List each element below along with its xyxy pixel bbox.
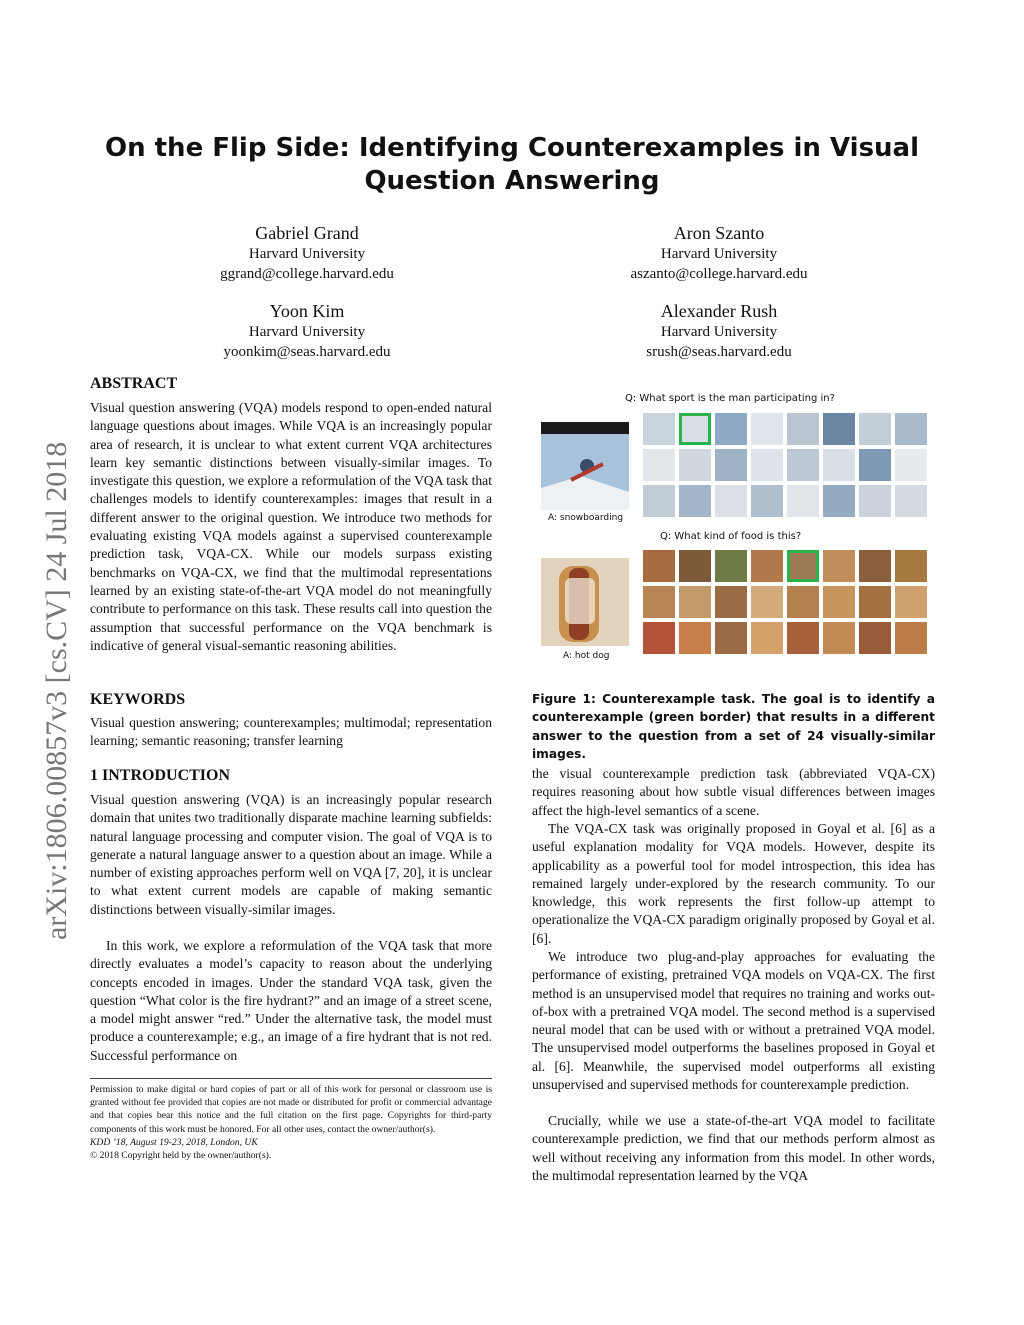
figure-answer: A: hot dog — [563, 651, 610, 661]
candidate-image[interactable] — [715, 586, 747, 618]
candidate-image[interactable] — [895, 586, 927, 618]
candidate-image[interactable] — [751, 550, 783, 582]
candidate-image[interactable] — [643, 449, 675, 481]
candidate-image[interactable] — [751, 449, 783, 481]
author-affiliation: Harvard University — [248, 324, 366, 340]
author-block — [569, 300, 869, 362]
keywords-text: Visual question answering; counterexamples; multimodal; representation learning; semantic reasoning; transfer learning — [90, 715, 492, 749]
counterexample-image[interactable] — [679, 413, 711, 445]
copyright-footnote — [90, 1078, 492, 1162]
copyright-line: © 2018 Copyright held by the owner/author(s). — [90, 1150, 272, 1162]
author-name: Alexander Rush — [660, 301, 778, 321]
candidate-image[interactable] — [823, 622, 855, 654]
candidate-image[interactable] — [859, 622, 891, 654]
candidate-image[interactable] — [643, 622, 675, 654]
candidate-image[interactable] — [751, 622, 783, 654]
figure-1 — [532, 386, 935, 672]
abstract-text: Visual question answering (VQA) models respond to open-ended natural language questions about images. While VQA is an increasingly popular area of research, it is unclear to what extent current VQA architectures learn key semantic distinctions between visually-similar images. To investigate this question, we explore a reformulation of the VQA task that challenges models to identify counterexamples: images that result in a different answer to the original question. We introduce two methods for evaluating existing VQA models against a supervised counterexample prediction task, VQA-CX. While our models surpass existing benchmarks on VQA-CX, we find that the multimodal representations learned by an existing state-of-the-art VQA model do not meaningfully contribute to performance on this task. These results call into question the assumption that successful performance on the VQA benchmark is indicative of general visual-semantic reasoning abilities. — [90, 400, 492, 653]
candidate-image[interactable] — [715, 413, 747, 445]
intro-paragraph: Crucially, while we use a state-of-the-art VQA model to facilitate counterexample prediction, we find that our methods perform almost as well without receiving any information from this model. In other words, the multimodal representation learned by the VQA — [532, 1113, 935, 1183]
paper-title: On the Flip Side: Identifying Counterexamples in Visual Question Answering — [104, 133, 920, 196]
candidate-image[interactable] — [751, 485, 783, 517]
candidate-image[interactable] — [679, 449, 711, 481]
counterexample-image[interactable] — [787, 550, 819, 582]
author-name: Aron Szanto — [673, 223, 765, 243]
permission-notice: Permission to make digital or hard copies of part or all of this work for personal or classroom use is granted without fee provided that copies are not made or distributed for profit or commercial advantage and that copies bear this notice and the full citation on the first page. Copyrights for third-party components of this work must be honored. For all other uses, contact the owner/author(s). — [90, 1084, 492, 1135]
candidate-image[interactable] — [823, 413, 855, 445]
candidate-image[interactable] — [859, 413, 891, 445]
author-affiliation: Harvard University — [660, 246, 778, 262]
figure-caption: Figure 1: Counterexample task. The goal is to identify a counterexample (green border) that results in a different answer to the question from a set of 24 visually-similar images. — [532, 692, 935, 761]
author-name: Gabriel Grand — [255, 223, 359, 243]
candidate-image[interactable] — [823, 449, 855, 481]
candidate-image[interactable] — [895, 550, 927, 582]
candidate-image[interactable] — [823, 586, 855, 618]
candidate-image[interactable] — [859, 550, 891, 582]
figure-question: Q: What kind of food is this? — [660, 531, 802, 542]
author-affiliation: Harvard University — [248, 246, 366, 262]
candidate-image[interactable] — [787, 485, 819, 517]
author-affiliation: Harvard University — [660, 324, 778, 340]
query-image-snowboarding — [541, 422, 629, 510]
candidate-image[interactable] — [643, 485, 675, 517]
candidate-image[interactable] — [679, 485, 711, 517]
intro-paragraph: In this work, we explore a reformulation of the VQA task that more directly evaluates a model’s capacity to reason about the underlying concepts encoded in images. Under the standard VQA task, given the question “What color is the fire hydrant?” and an image of a street scene, a model might answer “red.” Under the alternative task, the model must produce a counterexample; e.g., an image of a fire hydrant that is not red. Successful performance on — [90, 938, 492, 1063]
figure-question: Q: What sport is the man participating in? — [625, 393, 835, 404]
abstract-heading: ABSTRACT — [90, 375, 178, 392]
author-block — [157, 222, 457, 284]
candidate-image[interactable] — [859, 449, 891, 481]
candidate-image[interactable] — [679, 622, 711, 654]
candidate-image[interactable] — [715, 485, 747, 517]
candidate-image[interactable] — [679, 550, 711, 582]
author-email[interactable]: aszanto@college.harvard.edu — [630, 266, 808, 282]
candidate-image[interactable] — [895, 413, 927, 445]
candidate-image[interactable] — [715, 550, 747, 582]
arxiv-identifier[interactable]: arXiv:1806.00857v3 [cs.CV] 24 Jul 2018 — [40, 441, 73, 940]
candidate-image[interactable] — [787, 413, 819, 445]
author-block — [569, 222, 869, 284]
intro-paragraph: We introduce two plug-and-play approaches for evaluating the performance of existing, pretrained VQA models on VQA-CX. The first method is an unsupervised model that requires no training and works out-of-box with a pretrained VQA model. The second method is a supervised neural model that can be used with or without a pretrained VQA model. The unsupervised model outperforms the baselines proposed in Goyal et al. [6]. Meanwhile, the supervised model outperforms all existing unsupervised and supervised methods for counterexample prediction. — [532, 949, 935, 1093]
candidate-image[interactable] — [787, 449, 819, 481]
candidate-image[interactable] — [895, 449, 927, 481]
candidate-image[interactable] — [895, 622, 927, 654]
candidate-image[interactable] — [643, 413, 675, 445]
candidate-image[interactable] — [751, 413, 783, 445]
author-email[interactable]: yoonkim@seas.harvard.edu — [223, 344, 391, 360]
candidate-image[interactable] — [787, 622, 819, 654]
intro-paragraph: The VQA-CX task was originally proposed in Goyal et al. [6] as a useful explanation modality for VQA models. However, despite its applicability as a powerful tool for model introspection, this idea has remained largely under-explored by the research community. To our knowledge, this work represents the first follow-up attempt to operationalize the VQA-CX paradigm originally proposed by Goyal et al. [6]. — [532, 821, 935, 946]
author-email[interactable]: srush@seas.harvard.edu — [646, 344, 792, 360]
figure-answer: A: snowboarding — [548, 513, 624, 523]
candidate-image[interactable] — [859, 586, 891, 618]
author-block — [157, 300, 457, 362]
candidate-image[interactable] — [715, 622, 747, 654]
introduction-heading: 1 INTRODUCTION — [90, 767, 231, 784]
author-email[interactable]: ggrand@college.harvard.edu — [220, 266, 394, 282]
candidate-image[interactable] — [643, 586, 675, 618]
conference-info: KDD ’18, August 19-23, 2018, London, UK — [90, 1136, 258, 1148]
intro-paragraph: the visual counterexample prediction task (abbreviated VQA-CX) requires reasoning about how subtle visual differences between images affect the high-level semantics of a scene. — [532, 766, 935, 818]
candidate-image-grid-snow — [643, 413, 927, 517]
query-image-hot-dog — [541, 558, 629, 646]
candidate-image[interactable] — [823, 550, 855, 582]
candidate-image-grid-food — [643, 550, 927, 654]
candidate-image[interactable] — [643, 550, 675, 582]
candidate-image[interactable] — [823, 485, 855, 517]
intro-paragraph: Visual question answering (VQA) is an increasingly popular research domain that unites two traditionally disparate machine learning subfields: natural language processing and computer vision. The goal of VQA is to generate a natural language answer to a question about an image. While a number of existing approaches perform well on VQA [7, 20], it is unclear to what extent current models are capable of making semantic distinctions between visually-similar images. — [90, 792, 492, 917]
candidate-image[interactable] — [715, 449, 747, 481]
candidate-image[interactable] — [859, 485, 891, 517]
author-name: Yoon Kim — [269, 301, 345, 321]
candidate-image[interactable] — [679, 586, 711, 618]
keywords-heading: KEYWORDS — [90, 691, 186, 708]
candidate-image[interactable] — [787, 586, 819, 618]
candidate-image[interactable] — [895, 485, 927, 517]
candidate-image[interactable] — [751, 586, 783, 618]
